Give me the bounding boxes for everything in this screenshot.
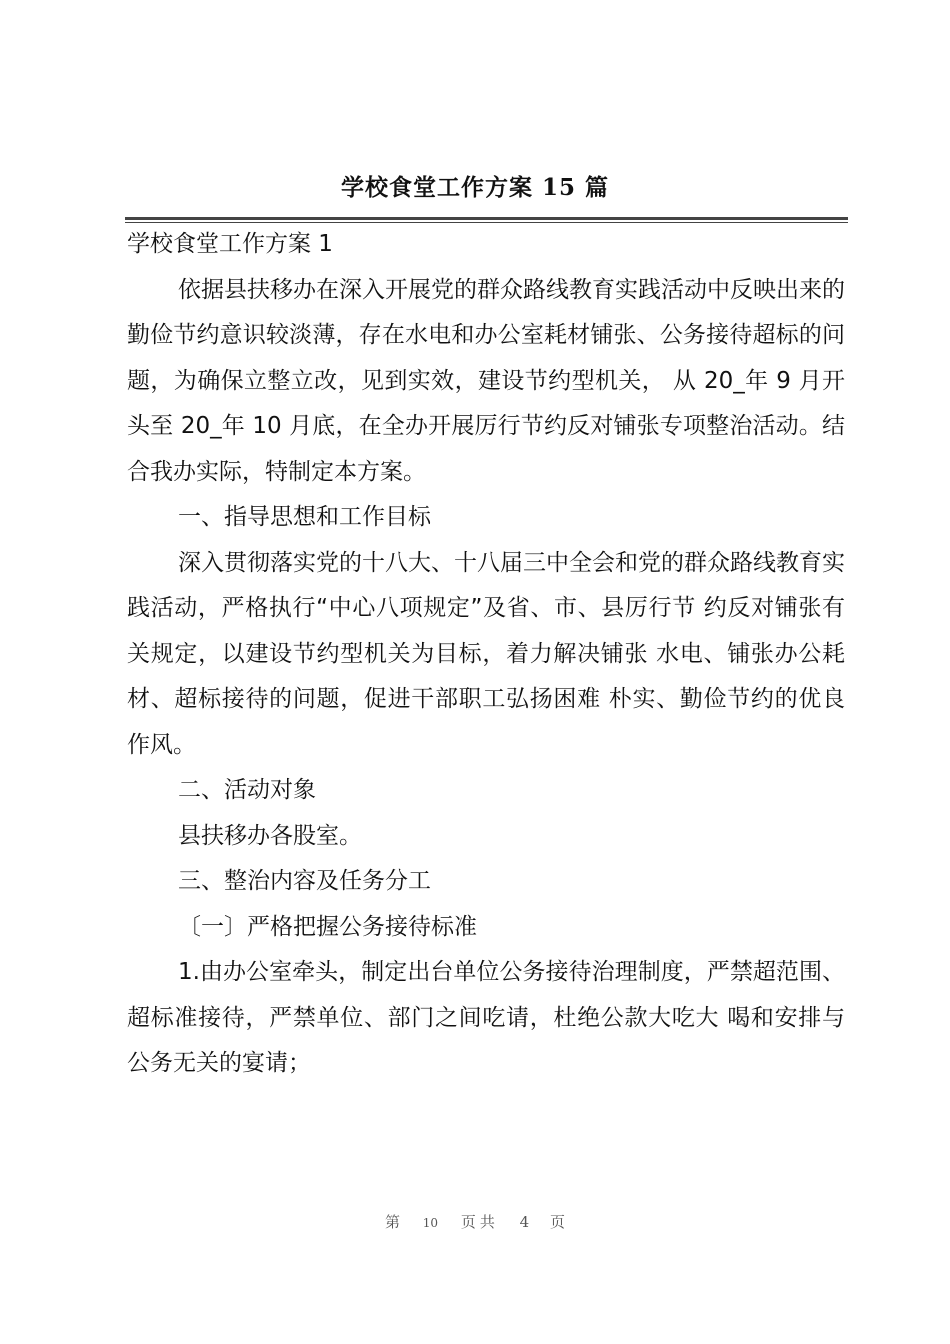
section-heading: 学校食堂工作方案 1	[127, 231, 333, 257]
footer-total-pages: 4	[519, 1213, 530, 1231]
footer-page-number: 10	[422, 1216, 439, 1230]
subheading-reception-standard: 〔一〕严格把握公务接待标准	[178, 913, 477, 940]
heading-guiding-thought: 一、指导思想和工作目标	[178, 504, 431, 530]
title-divider-thick	[125, 217, 848, 220]
paragraph-intro: 依据县扶移办在深入开展党的群众路线教育实践活动中反映出来的勤俭节约意识较淡薄，存在水电和办公室耗材铺张、公务接待超标的问题，为确保立整立改，见到实效，建设节约型机关， 从 20_年 9 月开头至 20_年 10 月底，在全办开展厉行节约反对铺张专项整治活动。结合我办实际，特制定本方案。	[127, 276, 845, 485]
paragraph-guiding-thought: 深入贯彻落实党的十八大、十八届三中全会和党的群众路线教育实践活动，严格执行“中心八项规定”及省、市、县厉行节 约反对铺张有关规定，以建设节约型机关为目标，着力解决铺张 水电、铺张办公耗材、超标接待的问题，促进干部职工弘扬困难 朴实、勤俭节约的优良作风。	[127, 549, 845, 758]
footer-suffix: 页	[549, 1213, 565, 1231]
document-title: 学校食堂工作方案 15 篇	[340, 174, 610, 201]
page-footer	[0, 1210, 950, 1235]
paragraph-activity-target: 县扶移办各股室。	[178, 822, 362, 849]
heading-activity-target: 二、活动对象	[178, 777, 316, 803]
footer-prefix: 第	[385, 1213, 401, 1231]
footer-middle: 页共	[460, 1213, 499, 1231]
document-body	[127, 222, 845, 1087]
paragraph-item-1: 1.由办公室牵头，制定出台单位公务接待治理制度，严禁超范围、超标准接待，严禁单位、部门之间吃请，杜绝公款大吃大 喝和安排与公务无关的宴请；	[127, 959, 845, 1076]
heading-rectification-content: 三、整治内容及任务分工	[178, 868, 431, 894]
